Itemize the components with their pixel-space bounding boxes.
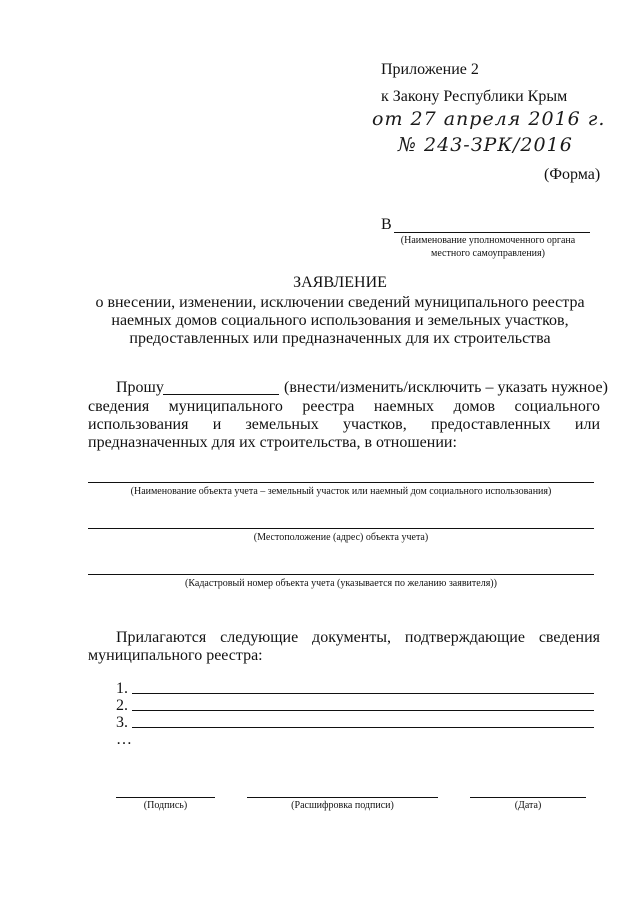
signature-line[interactable] — [116, 797, 215, 798]
attachments-line-2: муниципального реестра: — [88, 647, 263, 664]
object-name-caption: (Наименование объекта учета – земельный участок или наемный дом социального использования) — [130, 486, 552, 497]
addressee-caption-1: (Наименование уполномоченного органа — [400, 235, 576, 246]
location-caption: (Местоположение (адрес) объекта учета) — [253, 532, 429, 543]
date-line[interactable] — [470, 797, 586, 798]
title-line-2: наемных домов социального использования и земельных участков, — [111, 312, 569, 329]
addressee-caption-2: местного самоуправления) — [431, 248, 545, 259]
attachment-line-3[interactable] — [132, 727, 594, 728]
addressee-prefix: В — [381, 216, 392, 233]
date-caption: (Дата) — [514, 800, 542, 811]
law-reference: к Закону Республики Крым — [381, 88, 568, 105]
appendix-label: Приложение 2 — [381, 61, 479, 78]
cadastral-caption: (Кадастровый номер объекта учета (указывается по желанию заявителя)) — [185, 578, 497, 589]
request-action-line[interactable] — [163, 394, 279, 395]
object-name-line[interactable] — [88, 482, 594, 483]
attachment-number-3: 3. — [116, 714, 128, 731]
signature-decoding-caption: (Расшифровка подписи) — [291, 800, 394, 811]
attachment-number-1: 1. — [116, 680, 128, 697]
form-label: (Форма) — [544, 166, 601, 183]
attachment-ellipsis: … — [116, 731, 132, 748]
signature-decoding-line[interactable] — [247, 797, 438, 798]
request-line-3: использования и земельных участков, предоставленных или — [88, 416, 600, 433]
location-line[interactable] — [88, 528, 594, 529]
handwritten-number: № 243-ЗРК/2016 — [398, 134, 573, 156]
cadastral-line[interactable] — [88, 574, 594, 575]
attachment-number-2: 2. — [116, 697, 128, 714]
request-prefix: Прошу — [116, 379, 164, 396]
signature-caption: (Подпись) — [143, 800, 188, 811]
title-line-3: предоставленных или предназначенных для их строительства — [129, 330, 551, 347]
title-line-1: о внесении, изменении, исключении сведений муниципального реестра — [95, 294, 585, 311]
attachments-line-1: Прилагаются следующие документы, подтверждающие сведения — [116, 629, 600, 646]
attachment-line-1[interactable] — [132, 693, 594, 694]
request-line-4: предназначенных для их строительства, в отношении: — [88, 434, 457, 451]
addressee-line[interactable] — [394, 232, 590, 233]
handwritten-date: от 27 апреля 2016 г. — [372, 108, 606, 130]
attachment-line-2[interactable] — [132, 710, 594, 711]
request-line-2: сведения муниципального реестра наемных домов социального — [88, 398, 600, 415]
request-suffix: (внести/изменить/исключить – указать нужное) — [284, 379, 608, 396]
document-title: ЗАЯВЛЕНИЕ — [293, 274, 387, 291]
